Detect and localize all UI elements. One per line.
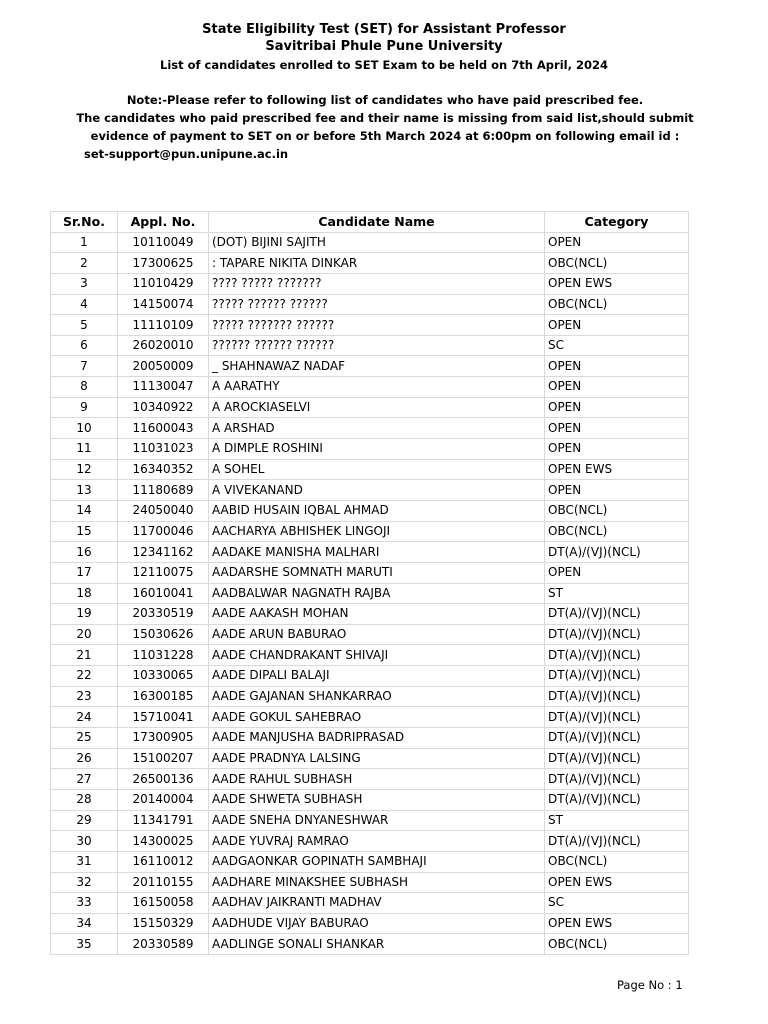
cell-category: SC [545, 893, 689, 914]
cell-sr-no: 34 [51, 913, 118, 934]
cell-appl-no: 17300625 [118, 253, 209, 274]
table-row [51, 418, 689, 439]
cell-sr-no: 4 [51, 294, 118, 315]
cell-sr-no: 3 [51, 273, 118, 294]
cell-candidate-name: AADE YUVRAJ RAMRAO [209, 831, 545, 852]
cell-candidate-name: AADGAONKAR GOPINATH SAMBHAJI [209, 851, 545, 872]
cell-appl-no: 20110155 [118, 872, 209, 893]
cell-category: DT(A)/(VJ)(NCL) [545, 645, 689, 666]
cell-appl-no: 20050009 [118, 356, 209, 377]
cell-candidate-name: AADHAV JAIKRANTI MADHAV [209, 893, 545, 914]
table-header-row [51, 212, 689, 233]
cell-appl-no: 11010429 [118, 273, 209, 294]
cell-appl-no: 10340922 [118, 397, 209, 418]
cell-appl-no: 16340352 [118, 459, 209, 480]
cell-sr-no: 33 [51, 893, 118, 914]
cell-sr-no: 15 [51, 521, 118, 542]
cell-candidate-name: AADAKE MANISHA MALHARI [209, 542, 545, 563]
cell-candidate-name: AADHUDE VIJAY BABURAO [209, 913, 545, 934]
note-line-2: The candidates who paid prescribed fee and their name is missing from said list,should submit [76, 111, 694, 125]
cell-sr-no: 18 [51, 583, 118, 604]
cell-sr-no: 16 [51, 542, 118, 563]
table-row [51, 459, 689, 480]
document-subtitle: List of candidates enrolled to SET Exam to be held on 7th April, 2024 [160, 58, 608, 72]
cell-sr-no: 27 [51, 769, 118, 790]
cell-category: OPEN [545, 562, 689, 583]
cell-appl-no: 14150074 [118, 294, 209, 315]
cell-appl-no: 20140004 [118, 789, 209, 810]
table-row [51, 604, 689, 625]
cell-category: OPEN [545, 356, 689, 377]
table-row [51, 356, 689, 377]
cell-sr-no: 10 [51, 418, 118, 439]
cell-candidate-name: AADARSHE SOMNATH MARUTI [209, 562, 545, 583]
cell-sr-no: 26 [51, 748, 118, 769]
cell-appl-no: 15100207 [118, 748, 209, 769]
cell-candidate-name: AADE AAKASH MOHAN [209, 604, 545, 625]
cell-sr-no: 19 [51, 604, 118, 625]
cell-sr-no: 29 [51, 810, 118, 831]
table-row [51, 913, 689, 934]
header-category: Category [545, 212, 689, 233]
cell-sr-no: 9 [51, 397, 118, 418]
cell-sr-no: 6 [51, 335, 118, 356]
cell-appl-no: 26500136 [118, 769, 209, 790]
cell-category: OPEN EWS [545, 872, 689, 893]
cell-candidate-name: A ARSHAD [209, 418, 545, 439]
cell-candidate-name: AADE RAHUL SUBHASH [209, 769, 545, 790]
cell-candidate-name: AADE SHWETA SUBHASH [209, 789, 545, 810]
cell-appl-no: 11130047 [118, 377, 209, 398]
cell-category: OBC(NCL) [545, 500, 689, 521]
cell-appl-no: 15030626 [118, 624, 209, 645]
cell-appl-no: 16300185 [118, 686, 209, 707]
cell-appl-no: 16150058 [118, 893, 209, 914]
cell-category: DT(A)/(VJ)(NCL) [545, 769, 689, 790]
header-appl-no: Appl. No. [118, 212, 209, 233]
cell-appl-no: 11031228 [118, 645, 209, 666]
cell-appl-no: 24050040 [118, 500, 209, 521]
cell-appl-no: 12110075 [118, 562, 209, 583]
cell-candidate-name: A DIMPLE ROSHINI [209, 439, 545, 460]
cell-category: OBC(NCL) [545, 253, 689, 274]
cell-candidate-name: AADBALWAR NAGNATH RAJBA [209, 583, 545, 604]
note-line-1: Note:-Please refer to following list of candidates who have paid prescribed fee. [126, 93, 644, 107]
cell-candidate-name: AADE PRADNYA LALSING [209, 748, 545, 769]
table-row [51, 583, 689, 604]
cell-appl-no: 10110049 [118, 232, 209, 253]
cell-candidate-name: A AROCKIASELVI [209, 397, 545, 418]
cell-candidate-name: AADE CHANDRAKANT SHIVAJI [209, 645, 545, 666]
cell-candidate-name: ????? ?????? ?????? [209, 294, 545, 315]
cell-appl-no: 14300025 [118, 831, 209, 852]
university-name: Savitribai Phule Pune University [265, 39, 503, 54]
table-row [51, 377, 689, 398]
candidates-table [50, 211, 689, 955]
cell-sr-no: 2 [51, 253, 118, 274]
table-row [51, 315, 689, 336]
cell-category: DT(A)/(VJ)(NCL) [545, 686, 689, 707]
cell-category: ST [545, 810, 689, 831]
cell-appl-no: 15150329 [118, 913, 209, 934]
table-row [51, 439, 689, 460]
cell-appl-no: 12341162 [118, 542, 209, 563]
cell-candidate-name: AADLINGE SONALI SHANKAR [209, 934, 545, 955]
table-row [51, 831, 689, 852]
cell-category: DT(A)/(VJ)(NCL) [545, 666, 689, 687]
support-email: set-support@pun.unipune.ac.in [84, 147, 289, 161]
cell-sr-no: 12 [51, 459, 118, 480]
cell-sr-no: 23 [51, 686, 118, 707]
cell-sr-no: 25 [51, 728, 118, 749]
cell-appl-no: 10330065 [118, 666, 209, 687]
table-row [51, 335, 689, 356]
table-row [51, 707, 689, 728]
cell-category: OPEN [545, 377, 689, 398]
table-row [51, 521, 689, 542]
cell-category: DT(A)/(VJ)(NCL) [545, 831, 689, 852]
cell-category: DT(A)/(VJ)(NCL) [545, 624, 689, 645]
table-row [51, 893, 689, 914]
header-sr-no: Sr.No. [51, 212, 118, 233]
cell-category: OBC(NCL) [545, 521, 689, 542]
table-row [51, 686, 689, 707]
cell-category: OPEN [545, 232, 689, 253]
cell-category: DT(A)/(VJ)(NCL) [545, 542, 689, 563]
table-row [51, 294, 689, 315]
cell-appl-no: 20330519 [118, 604, 209, 625]
table-row [51, 624, 689, 645]
cell-sr-no: 35 [51, 934, 118, 955]
cell-category: DT(A)/(VJ)(NCL) [545, 707, 689, 728]
cell-category: OPEN EWS [545, 459, 689, 480]
cell-category: DT(A)/(VJ)(NCL) [545, 748, 689, 769]
cell-appl-no: 15710041 [118, 707, 209, 728]
table-row [51, 273, 689, 294]
cell-sr-no: 11 [51, 439, 118, 460]
cell-candidate-name: _ SHAHNAWAZ NADAF [209, 356, 545, 377]
cell-appl-no: 11031023 [118, 439, 209, 460]
cell-sr-no: 7 [51, 356, 118, 377]
table-row [51, 480, 689, 501]
note-line-3: evidence of payment to SET on or before 5th March 2024 at 6:00pm on following email id : [90, 129, 680, 143]
table-row [51, 542, 689, 563]
cell-sr-no: 24 [51, 707, 118, 728]
cell-sr-no: 1 [51, 232, 118, 253]
cell-category: OPEN EWS [545, 273, 689, 294]
cell-category: OBC(NCL) [545, 294, 689, 315]
document-title: State Eligibility Test (SET) for Assistant Professor [202, 22, 566, 37]
table-row [51, 232, 689, 253]
table-row [51, 562, 689, 583]
cell-category: OPEN [545, 397, 689, 418]
table-row [51, 769, 689, 790]
table-row [51, 934, 689, 955]
cell-candidate-name: ???? ????? ??????? [209, 273, 545, 294]
cell-appl-no: 11600043 [118, 418, 209, 439]
cell-sr-no: 20 [51, 624, 118, 645]
cell-candidate-name: AADE DIPALI BALAJI [209, 666, 545, 687]
cell-category: DT(A)/(VJ)(NCL) [545, 728, 689, 749]
header-candidate-name: Candidate Name [209, 212, 545, 233]
table-row [51, 397, 689, 418]
table-row [51, 872, 689, 893]
cell-sr-no: 31 [51, 851, 118, 872]
cell-category: DT(A)/(VJ)(NCL) [545, 789, 689, 810]
cell-appl-no: 11110109 [118, 315, 209, 336]
cell-category: OPEN [545, 315, 689, 336]
cell-appl-no: 17300905 [118, 728, 209, 749]
table-row [51, 851, 689, 872]
table-row [51, 789, 689, 810]
page-number: Page No : 1 [617, 978, 683, 992]
cell-candidate-name: AABID HUSAIN IQBAL AHMAD [209, 500, 545, 521]
table-row [51, 645, 689, 666]
cell-candidate-name: A SOHEL [209, 459, 545, 480]
cell-appl-no: 11700046 [118, 521, 209, 542]
cell-candidate-name: AADHARE MINAKSHEE SUBHASH [209, 872, 545, 893]
cell-sr-no: 32 [51, 872, 118, 893]
cell-category: ST [545, 583, 689, 604]
cell-candidate-name: A VIVEKANAND [209, 480, 545, 501]
cell-candidate-name: (DOT) BIJINI SAJITH [209, 232, 545, 253]
table-row [51, 748, 689, 769]
table-row [51, 728, 689, 749]
note-block [60, 91, 710, 163]
cell-category: OBC(NCL) [545, 851, 689, 872]
table-row [51, 253, 689, 274]
cell-sr-no: 21 [51, 645, 118, 666]
cell-candidate-name: A AARATHY [209, 377, 545, 398]
cell-sr-no: 14 [51, 500, 118, 521]
cell-appl-no: 20330589 [118, 934, 209, 955]
cell-appl-no: 11180689 [118, 480, 209, 501]
cell-candidate-name: AADE GOKUL SAHEBRAO [209, 707, 545, 728]
cell-candidate-name: ????? ??????? ?????? [209, 315, 545, 336]
cell-appl-no: 16110012 [118, 851, 209, 872]
cell-category: OPEN EWS [545, 913, 689, 934]
cell-category: OPEN [545, 480, 689, 501]
table-row [51, 500, 689, 521]
table-row [51, 666, 689, 687]
cell-category: DT(A)/(VJ)(NCL) [545, 604, 689, 625]
cell-candidate-name: AACHARYA ABHISHEK LINGOJI [209, 521, 545, 542]
cell-category: OBC(NCL) [545, 934, 689, 955]
cell-appl-no: 26020010 [118, 335, 209, 356]
cell-sr-no: 5 [51, 315, 118, 336]
cell-candidate-name: AADE MANJUSHA BADRIPRASAD [209, 728, 545, 749]
cell-sr-no: 28 [51, 789, 118, 810]
cell-candidate-name: AADE ARUN BABURAO [209, 624, 545, 645]
cell-candidate-name: : TAPARE NIKITA DINKAR [209, 253, 545, 274]
table-row [51, 810, 689, 831]
cell-category: OPEN [545, 418, 689, 439]
cell-sr-no: 8 [51, 377, 118, 398]
cell-category: SC [545, 335, 689, 356]
cell-category: OPEN [545, 439, 689, 460]
cell-appl-no: 16010041 [118, 583, 209, 604]
cell-candidate-name: AADE GAJANAN SHANKARRAO [209, 686, 545, 707]
cell-sr-no: 13 [51, 480, 118, 501]
cell-sr-no: 30 [51, 831, 118, 852]
cell-sr-no: 17 [51, 562, 118, 583]
cell-sr-no: 22 [51, 666, 118, 687]
cell-candidate-name: AADE SNEHA DNYANESHWAR [209, 810, 545, 831]
cell-appl-no: 11341791 [118, 810, 209, 831]
cell-candidate-name: ?????? ?????? ?????? [209, 335, 545, 356]
